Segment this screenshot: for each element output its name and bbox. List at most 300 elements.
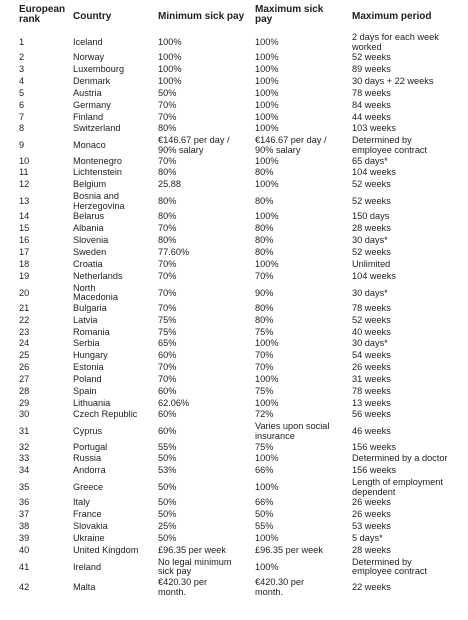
header-max-line2: pay xyxy=(255,14,273,25)
cell-max-period xyxy=(352,410,468,420)
cell-max-period xyxy=(352,136,468,155)
cell-min-sick-pay xyxy=(158,38,254,48)
header-max-line1: Maximum sick xyxy=(255,4,324,15)
cell-country xyxy=(73,168,157,178)
cell-max-sick-pay-line: 90% xyxy=(255,287,274,298)
cell-rank-line: 7 xyxy=(19,111,25,122)
cell-min-sick-pay xyxy=(158,136,254,155)
cell-max-period xyxy=(352,466,468,476)
table-row xyxy=(0,89,468,101)
cell-rank-line: 21 xyxy=(19,302,30,313)
cell-country-line: Slovenia xyxy=(73,235,109,246)
cell-rank-line: 40 xyxy=(19,544,30,555)
cell-country-line: Sweden xyxy=(73,246,107,257)
cell-min-sick-pay-line: 70% xyxy=(158,287,177,298)
cell-max-period-line: 52 weeks xyxy=(352,196,391,207)
cell-min-sick-pay-line: 80% xyxy=(158,196,177,207)
cell-max-period-line: 30 days* xyxy=(352,338,388,349)
cell-country xyxy=(73,157,157,167)
cell-max-period xyxy=(352,316,468,326)
cell-min-sick-pay xyxy=(158,289,254,299)
table-row xyxy=(0,53,468,65)
cell-max-period xyxy=(352,351,468,361)
cell-rank-line: 33 xyxy=(19,453,30,464)
cell-country xyxy=(73,180,157,190)
table-row xyxy=(0,260,468,272)
cell-max-period-line: 150 days xyxy=(352,211,390,222)
cell-rank xyxy=(19,38,69,48)
cell-max-period xyxy=(352,101,468,111)
cell-min-sick-pay xyxy=(158,578,254,597)
cell-min-sick-pay xyxy=(158,454,254,464)
cell-max-sick-pay xyxy=(255,578,351,597)
cell-rank xyxy=(19,180,69,190)
cell-max-sick-pay xyxy=(255,113,351,123)
cell-rank xyxy=(19,410,69,420)
cell-country xyxy=(73,224,157,234)
cell-rank xyxy=(19,443,69,453)
cell-max-sick-pay-line: 100% xyxy=(255,37,279,47)
cell-country xyxy=(73,510,157,520)
cell-rank xyxy=(19,89,69,99)
cell-max-period-line: 46 weeks xyxy=(352,426,391,437)
cell-country xyxy=(73,101,157,111)
table-row xyxy=(0,498,468,510)
cell-rank xyxy=(19,563,69,573)
cell-max-sick-pay xyxy=(255,38,351,48)
cell-max-period xyxy=(352,180,468,190)
cell-min-sick-pay-line: 70% xyxy=(158,258,177,269)
cell-rank xyxy=(19,77,69,87)
cell-max-sick-pay-line: 50% xyxy=(255,509,274,520)
cell-max-period xyxy=(352,558,468,577)
cell-max-period-line: 156 weeks xyxy=(352,465,396,476)
cell-rank-line: 35 xyxy=(19,482,30,493)
cell-rank-line: 9 xyxy=(19,140,25,151)
table-row xyxy=(0,284,468,304)
cell-rank xyxy=(19,466,69,476)
cell-country xyxy=(73,124,157,134)
cell-rank-line: 25 xyxy=(19,350,30,361)
cell-max-sick-pay-line: 80% xyxy=(255,246,274,257)
cell-max-period xyxy=(352,443,468,453)
cell-max-sick-pay xyxy=(255,212,351,222)
cell-min-sick-pay-line: 75% xyxy=(158,326,177,337)
cell-country-line: Lichtenstein xyxy=(73,167,123,178)
cell-rank xyxy=(19,272,69,282)
table-row xyxy=(0,422,468,442)
cell-country-line: Germany xyxy=(73,99,111,110)
cell-min-sick-pay-line: £96.35 per week xyxy=(158,544,226,555)
cell-max-sick-pay-line: 66% xyxy=(255,497,274,508)
cell-max-sick-pay-line: 75% xyxy=(255,385,274,396)
cell-rank xyxy=(19,53,69,63)
cell-min-sick-pay xyxy=(158,399,254,409)
cell-max-sick-pay-line: 55% xyxy=(255,521,274,532)
cell-min-sick-pay xyxy=(158,180,254,190)
cell-max-period xyxy=(352,33,468,52)
cell-max-period-line: dependent xyxy=(352,486,396,497)
cell-min-sick-pay xyxy=(158,351,254,361)
cell-rank-line: 5 xyxy=(19,87,25,98)
cell-rank-line: 4 xyxy=(19,76,25,86)
cell-min-sick-pay xyxy=(158,443,254,453)
cell-min-sick-pay-line: 70% xyxy=(158,99,177,110)
cell-rank-line: 41 xyxy=(19,561,30,572)
cell-max-sick-pay-line: 100% xyxy=(255,155,279,166)
cell-max-sick-pay xyxy=(255,180,351,190)
cell-max-sick-pay-line: 66% xyxy=(255,465,274,476)
cell-max-sick-pay xyxy=(255,339,351,349)
cell-country-line: France xyxy=(73,509,102,520)
cell-max-sick-pay-line: 100% xyxy=(255,561,279,572)
cell-max-period-line: 52 weeks xyxy=(352,179,391,190)
cell-max-sick-pay-line: Varies upon social xyxy=(255,421,330,432)
cell-min-sick-pay-line: 65% xyxy=(158,338,177,349)
cell-max-sick-pay xyxy=(255,236,351,246)
cell-rank-line: 36 xyxy=(19,497,30,508)
cell-max-period xyxy=(352,339,468,349)
cell-max-sick-pay-line: 100% xyxy=(255,533,279,543)
header-max-period: Maximum period xyxy=(352,11,432,22)
table-row xyxy=(0,101,468,113)
cell-rank-line: 3 xyxy=(19,64,25,75)
table-row xyxy=(0,578,468,598)
cell-max-sick-pay-line: 75% xyxy=(255,441,274,452)
cell-rank xyxy=(19,212,69,222)
cell-country-line: Croatia xyxy=(73,258,103,269)
cell-max-period-line: 30 days* xyxy=(352,235,388,246)
cell-max-sick-pay-line: 100% xyxy=(255,453,279,464)
cell-max-sick-pay xyxy=(255,304,351,314)
cell-max-sick-pay-line: 100% xyxy=(255,87,279,98)
cell-rank-line: 15 xyxy=(19,223,30,234)
cell-max-sick-pay xyxy=(255,534,351,544)
cell-rank-line: 39 xyxy=(19,533,30,543)
cell-country xyxy=(73,583,157,593)
cell-country xyxy=(73,375,157,385)
cell-max-period xyxy=(352,248,468,258)
table-row xyxy=(0,272,468,284)
cell-country-line: Ireland xyxy=(73,561,102,572)
cell-max-period-line: 26 weeks xyxy=(352,497,391,508)
cell-max-period-line: 26 weeks xyxy=(352,362,391,373)
cell-max-period-line: 5 days* xyxy=(352,533,383,543)
table-row xyxy=(0,180,468,192)
cell-max-sick-pay-line: 75% xyxy=(255,326,274,337)
cell-max-sick-pay-line: 100% xyxy=(255,64,279,75)
cell-max-sick-pay-line: 100% xyxy=(255,111,279,122)
cell-min-sick-pay-line: 70% xyxy=(158,155,177,166)
cell-rank-line: 1 xyxy=(19,37,25,47)
cell-max-period xyxy=(352,53,468,63)
cell-min-sick-pay xyxy=(158,316,254,326)
cell-max-period xyxy=(352,583,468,593)
cell-rank-line: 30 xyxy=(19,409,30,420)
cell-max-period-line: 28 weeks xyxy=(352,223,391,234)
cell-max-sick-pay-line: 100% xyxy=(255,211,279,222)
cell-max-sick-pay-line: 100% xyxy=(255,482,279,493)
cell-country-line: Monaco xyxy=(73,140,106,151)
cell-rank xyxy=(19,427,69,437)
cell-max-sick-pay-line: 90% salary xyxy=(255,144,301,155)
cell-min-sick-pay xyxy=(158,53,254,63)
header-max-sick-pay xyxy=(255,5,351,25)
cell-min-sick-pay xyxy=(158,248,254,258)
cell-min-sick-pay-line: 70% xyxy=(158,111,177,122)
cell-rank-line: 2 xyxy=(19,52,25,63)
cell-max-period-line: Unlimited xyxy=(352,258,391,269)
cell-max-period xyxy=(352,77,468,87)
cell-country-line: Belgium xyxy=(73,179,107,190)
cell-min-sick-pay xyxy=(158,339,254,349)
cell-min-sick-pay-line: 25.88 xyxy=(158,179,181,190)
cell-max-period xyxy=(352,546,468,556)
cell-rank xyxy=(19,387,69,397)
cell-max-period xyxy=(352,65,468,75)
table-row xyxy=(0,316,468,328)
cell-rank-line: 28 xyxy=(19,385,30,396)
cell-max-period-line: 53 weeks xyxy=(352,521,391,532)
cell-country xyxy=(73,546,157,556)
cell-max-period xyxy=(352,478,468,497)
cell-country xyxy=(73,192,157,211)
cell-max-sick-pay xyxy=(255,77,351,87)
cell-min-sick-pay-line: 60% xyxy=(158,385,177,396)
cell-country xyxy=(73,410,157,420)
cell-rank xyxy=(19,339,69,349)
cell-max-sick-pay xyxy=(255,563,351,573)
cell-rank xyxy=(19,168,69,178)
cell-max-sick-pay-line: 100% xyxy=(255,123,279,134)
cell-max-period xyxy=(352,168,468,178)
cell-rank xyxy=(19,224,69,234)
cell-max-sick-pay xyxy=(255,136,351,155)
cell-max-sick-pay-line: 80% xyxy=(255,196,274,207)
cell-max-period-line: 28 weeks xyxy=(352,544,391,555)
cell-max-period-line: worked xyxy=(352,41,382,52)
cell-country-line: Serbia xyxy=(73,338,100,349)
cell-country-line: Iceland xyxy=(73,37,103,47)
cell-country-line: Lithuania xyxy=(73,397,111,408)
cell-min-sick-pay xyxy=(158,168,254,178)
cell-max-period xyxy=(352,224,468,234)
cell-country xyxy=(73,236,157,246)
cell-country-line: Luxembourg xyxy=(73,64,125,75)
cell-max-sick-pay-line: €146.67 per day / xyxy=(255,135,327,146)
cell-country xyxy=(73,65,157,75)
table-row xyxy=(0,339,468,351)
cell-country-line: Cyprus xyxy=(73,426,103,437)
cell-rank xyxy=(19,113,69,123)
cell-country-line: Czech Republic xyxy=(73,409,138,420)
cell-country xyxy=(73,212,157,222)
cell-max-sick-pay-line: 72% xyxy=(255,409,274,420)
cell-country xyxy=(73,399,157,409)
cell-rank xyxy=(19,375,69,385)
cell-min-sick-pay-line: sick pay xyxy=(158,566,192,577)
cell-rank xyxy=(19,454,69,464)
cell-country-line: Netherlands xyxy=(73,270,123,281)
table-row xyxy=(0,546,468,558)
cell-country xyxy=(73,53,157,63)
cell-min-sick-pay xyxy=(158,466,254,476)
cell-max-period-line: 89 weeks xyxy=(352,64,391,75)
cell-max-period xyxy=(352,89,468,99)
cell-max-period-line: Determined by xyxy=(352,135,412,146)
cell-min-sick-pay-line: 75% xyxy=(158,314,177,325)
cell-rank-line: 16 xyxy=(19,235,30,246)
cell-max-sick-pay xyxy=(255,546,351,556)
cell-country-line: North xyxy=(73,282,96,293)
cell-min-sick-pay xyxy=(158,101,254,111)
cell-rank xyxy=(19,248,69,258)
cell-rank-line: 18 xyxy=(19,258,30,269)
cell-country xyxy=(73,522,157,532)
cell-max-period-line: 52 weeks xyxy=(352,314,391,325)
cell-max-period-line: 65 days* xyxy=(352,155,388,166)
cell-min-sick-pay xyxy=(158,483,254,493)
table-header xyxy=(0,0,468,30)
cell-max-period-line: Determined by a doctor xyxy=(352,453,448,464)
cell-rank xyxy=(19,289,69,299)
cell-min-sick-pay-line: 100% xyxy=(158,52,182,63)
cell-rank-line: 19 xyxy=(19,270,30,281)
cell-rank-line: 23 xyxy=(19,326,30,337)
cell-min-sick-pay xyxy=(158,410,254,420)
cell-country-line: Russia xyxy=(73,453,102,464)
cell-max-sick-pay xyxy=(255,410,351,420)
cell-max-sick-pay xyxy=(255,316,351,326)
cell-country-line: Belarus xyxy=(73,211,105,222)
cell-country-line: Hungary xyxy=(73,350,108,361)
cell-country xyxy=(73,304,157,314)
cell-min-sick-pay xyxy=(158,212,254,222)
cell-min-sick-pay-line: 60% xyxy=(158,426,177,437)
table-row xyxy=(0,478,468,498)
cell-max-sick-pay xyxy=(255,157,351,167)
cell-max-sick-pay xyxy=(255,101,351,111)
table-row xyxy=(0,387,468,399)
cell-max-period-line: 78 weeks xyxy=(352,302,391,313)
cell-country xyxy=(73,387,157,397)
cell-max-period-line: 22 weeks xyxy=(352,582,391,592)
cell-max-sick-pay-line: 80% xyxy=(255,314,274,325)
cell-max-sick-pay xyxy=(255,522,351,532)
cell-max-period-line: 104 weeks xyxy=(352,167,396,178)
cell-max-sick-pay xyxy=(255,443,351,453)
cell-min-sick-pay xyxy=(158,304,254,314)
cell-country-line: Bulgaria xyxy=(73,302,107,313)
cell-country xyxy=(73,248,157,258)
cell-rank xyxy=(19,316,69,326)
cell-country-line: Romania xyxy=(73,326,110,337)
cell-max-sick-pay xyxy=(255,375,351,385)
cell-max-sick-pay-line: 70% xyxy=(255,362,274,373)
cell-max-sick-pay-line: 80% xyxy=(255,223,274,234)
cell-max-period xyxy=(352,113,468,123)
table-row xyxy=(0,157,468,169)
cell-max-period xyxy=(352,272,468,282)
cell-country xyxy=(73,113,157,123)
cell-rank xyxy=(19,351,69,361)
cell-min-sick-pay xyxy=(158,427,254,437)
cell-max-period-line: 56 weeks xyxy=(352,409,391,420)
cell-max-period-line: 40 weeks xyxy=(352,326,391,337)
cell-min-sick-pay-line: 100% xyxy=(158,37,182,47)
cell-max-sick-pay xyxy=(255,351,351,361)
cell-min-sick-pay xyxy=(158,260,254,270)
cell-country xyxy=(73,454,157,464)
table-row xyxy=(0,534,468,546)
cell-country xyxy=(73,272,157,282)
cell-max-period-line: 30 days* xyxy=(352,287,388,298)
cell-rank xyxy=(19,260,69,270)
cell-country xyxy=(73,89,157,99)
cell-rank xyxy=(19,522,69,532)
cell-country-line: Montenegro xyxy=(73,155,123,166)
cell-min-sick-pay xyxy=(158,375,254,385)
cell-max-sick-pay-line: 100% xyxy=(255,258,279,269)
cell-country-line: Denmark xyxy=(73,76,111,86)
cell-max-period xyxy=(352,375,468,385)
cell-max-period-line: 156 weeks xyxy=(352,441,396,452)
cell-min-sick-pay-line: 80% xyxy=(158,235,177,246)
cell-country xyxy=(73,316,157,326)
cell-max-period xyxy=(352,498,468,508)
cell-rank-line: 8 xyxy=(19,123,25,134)
cell-country xyxy=(73,260,157,270)
cell-min-sick-pay-line: 70% xyxy=(158,223,177,234)
cell-rank-line: 32 xyxy=(19,441,30,452)
cell-rank xyxy=(19,197,69,207)
cell-max-period xyxy=(352,363,468,373)
cell-max-period xyxy=(352,510,468,520)
cell-rank-line: 14 xyxy=(19,211,30,222)
cell-max-sick-pay xyxy=(255,498,351,508)
cell-max-sick-pay xyxy=(255,466,351,476)
cell-max-sick-pay-line: £96.35 per week xyxy=(255,544,323,555)
cell-max-period xyxy=(352,157,468,167)
cell-rank xyxy=(19,328,69,338)
cell-min-sick-pay-line: month. xyxy=(158,586,187,597)
cell-min-sick-pay xyxy=(158,89,254,99)
cell-max-sick-pay xyxy=(255,124,351,134)
cell-min-sick-pay-line: 70% xyxy=(158,362,177,373)
cell-country-line: Switzerland xyxy=(73,123,121,134)
cell-max-sick-pay xyxy=(255,168,351,178)
cell-rank-line: 17 xyxy=(19,246,30,257)
table-row xyxy=(0,351,468,363)
cell-country-line: Ukraine xyxy=(73,533,105,543)
cell-min-sick-pay xyxy=(158,387,254,397)
cell-country xyxy=(73,443,157,453)
cell-rank xyxy=(19,141,69,151)
cell-min-sick-pay-line: 50% xyxy=(158,482,177,493)
cell-country xyxy=(73,38,157,48)
cell-min-sick-pay-line: 50% xyxy=(158,497,177,508)
cell-max-sick-pay-line: 100% xyxy=(255,338,279,349)
cell-rank xyxy=(19,101,69,111)
table-row xyxy=(0,375,468,387)
cell-country-line: Finland xyxy=(73,111,104,122)
cell-max-period xyxy=(352,399,468,409)
cell-max-sick-pay-line: 80% xyxy=(255,302,274,313)
cell-max-period xyxy=(352,534,468,544)
cell-max-period xyxy=(352,427,468,437)
cell-min-sick-pay-line: 50% xyxy=(158,87,177,98)
cell-min-sick-pay-line: 80% xyxy=(158,167,177,178)
